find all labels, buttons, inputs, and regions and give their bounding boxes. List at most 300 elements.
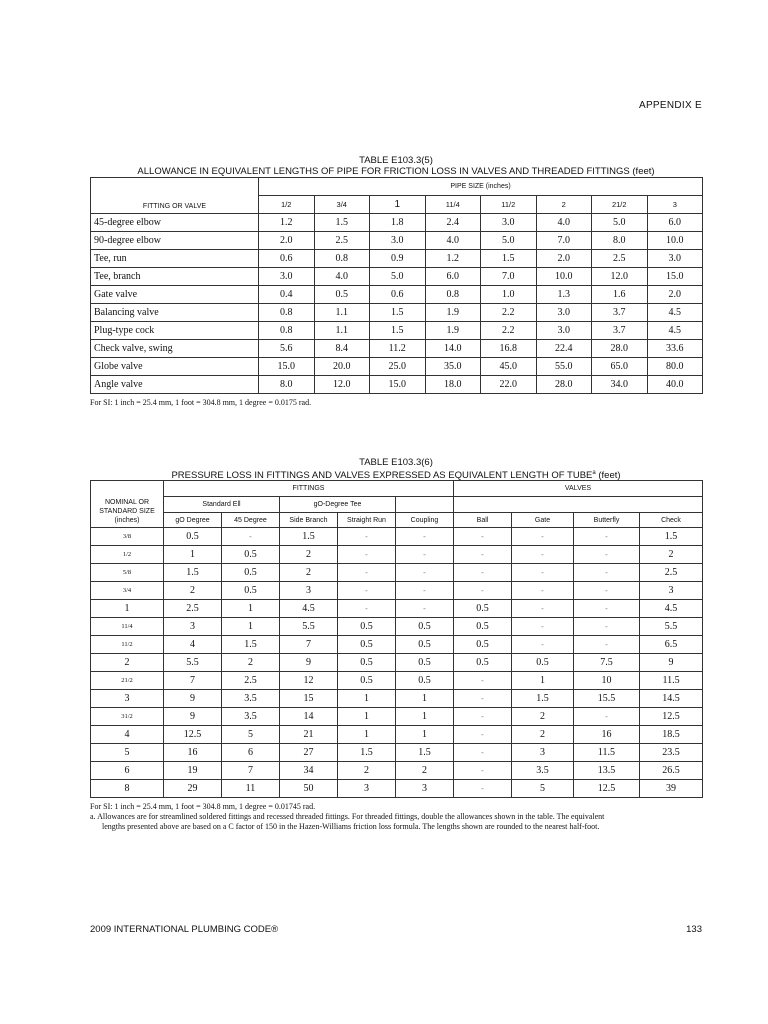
table-cell: 2.5 [222, 672, 280, 690]
table-cell: 12.0 [314, 376, 370, 394]
table-cell: 7 [164, 672, 222, 690]
table-cell: 0.5 [338, 654, 396, 672]
table-cell: 18.0 [425, 376, 481, 394]
table-cell: 7 [280, 636, 338, 654]
table-row [91, 636, 703, 654]
table-cell: 2.5 [164, 600, 222, 618]
table-cell: 5.6 [259, 340, 315, 358]
table-cell: 28.0 [536, 376, 592, 394]
table-cell: 3.5 [512, 762, 574, 780]
table-cell: 2 [338, 762, 396, 780]
table-cell: 15.0 [647, 268, 703, 286]
table-cell: 1.5 [280, 528, 338, 546]
table-cell: 6.5 [640, 636, 703, 654]
column-header-6: Gate [512, 513, 574, 528]
table-cell: - [338, 564, 396, 582]
table-cell: 0.5 [454, 654, 512, 672]
table-cell: 9 [164, 708, 222, 726]
table-cell: 3.0 [370, 232, 426, 250]
table-cell: 1.5 [314, 214, 370, 232]
table2-title: PRESSURE LOSS IN FITTINGS AND VALVES EXPRESSED AS EQUIVALENT LENGTH OF TUBE [171, 470, 593, 482]
table-cell: 12.5 [640, 708, 703, 726]
table-cell: 1 [512, 672, 574, 690]
table-cell: 5.0 [592, 214, 648, 232]
table-cell: - [454, 726, 512, 744]
table-cell: 16.8 [481, 340, 537, 358]
table-cell: 0.5 [222, 564, 280, 582]
table-cell: 34 [280, 762, 338, 780]
table-cell: 2.0 [536, 250, 592, 268]
nominal-size-cell: 11/4 [91, 618, 164, 636]
table-cell: 16 [574, 726, 640, 744]
table-cell: 3.0 [647, 250, 703, 268]
table-cell: 5.0 [370, 268, 426, 286]
table-cell: 1.0 [481, 286, 537, 304]
table-cell: 39 [640, 780, 703, 798]
table-cell: 40.0 [647, 376, 703, 394]
nominal-header-line3: (inches) [114, 517, 140, 524]
table-cell: - [454, 690, 512, 708]
table-cell: 2.2 [481, 304, 537, 322]
pipe-size-1: 3/4 [314, 196, 370, 214]
nominal-size-cell: 31/2 [91, 708, 164, 726]
table-cell: 4.0 [314, 268, 370, 286]
table-cell: 1.9 [425, 322, 481, 340]
table-cell: 12.5 [164, 726, 222, 744]
nominal-size-cell: 11/2 [91, 636, 164, 654]
table1-title-block [90, 155, 702, 177]
table-cell: 3 [164, 618, 222, 636]
table-row [91, 690, 703, 708]
nominal-header-line1: NOMINAL OR [104, 499, 150, 506]
table-cell: 3 [338, 780, 396, 798]
column-header-3: Straight Run [338, 513, 396, 528]
pipe-size-2: 1 [370, 196, 426, 214]
table-row [91, 672, 703, 690]
table-cell: 0.6 [259, 250, 315, 268]
pipe-size-5: 2 [536, 196, 592, 214]
table-cell: 8.4 [314, 340, 370, 358]
table-cell: 27 [280, 744, 338, 762]
fitting-name: Gate valve [91, 286, 259, 304]
table1-title: ALLOWANCE IN EQUIVALENT LENGTHS OF PIPE FOR FRICTION LOSS IN VALVES AND THREADED FITTINGS (feet) [137, 166, 655, 177]
table-row [91, 582, 703, 600]
table-cell: 5.5 [280, 618, 338, 636]
table-cell: 7.0 [536, 232, 592, 250]
table-cell: - [574, 636, 640, 654]
table-cell: 14.0 [425, 340, 481, 358]
table-cell: 0.8 [425, 286, 481, 304]
nominal-size-header [91, 481, 164, 528]
table-cell: - [512, 564, 574, 582]
table-cell: 0.5 [454, 618, 512, 636]
table-cell: 65.0 [592, 358, 648, 376]
table-cell: - [574, 708, 640, 726]
table-cell: 1.2 [425, 250, 481, 268]
table-cell: 3 [280, 582, 338, 600]
fitting-name: Tee, branch [91, 268, 259, 286]
table2-note-a-line2: lengths presented above are based on a C factor of 150 in the Hazen-Williams friction loss formula. The lengths shown are rounded to the nearest half-foot. [102, 822, 600, 831]
table-cell: 3 [396, 780, 454, 798]
table-cell: 4.5 [647, 322, 703, 340]
table-cell: 2.0 [647, 286, 703, 304]
table-cell: 2.5 [314, 232, 370, 250]
table2-pressure-loss [90, 480, 703, 798]
table-cell: 34.0 [592, 376, 648, 394]
table-cell: - [574, 582, 640, 600]
table-cell: 3.5 [222, 690, 280, 708]
table-cell: 1.5 [512, 690, 574, 708]
table-cell: - [512, 546, 574, 564]
page-number: 133 [686, 924, 702, 935]
table-cell: 9 [640, 654, 703, 672]
nominal-header-line2: STANDARD SIZE [99, 508, 155, 515]
table-cell: 11.2 [370, 340, 426, 358]
table-cell: 1.5 [396, 744, 454, 762]
table-cell: 0.5 [396, 672, 454, 690]
tee-90-header: gO-Degree Tee [280, 497, 396, 513]
table-cell: 4.5 [280, 600, 338, 618]
table-cell: - [454, 672, 512, 690]
coupling-spacer [396, 497, 454, 513]
table-cell: - [512, 582, 574, 600]
table-cell: 10.0 [536, 268, 592, 286]
footer-code-title: 2009 INTERNATIONAL PLUMBING CODE® [90, 924, 279, 935]
table-cell: 3.0 [481, 214, 537, 232]
table-cell: 11.5 [574, 744, 640, 762]
table-cell: 4 [164, 636, 222, 654]
table-cell: - [454, 762, 512, 780]
appendix-label: APPENDIX E [638, 100, 702, 111]
table-cell: 80.0 [647, 358, 703, 376]
table-cell: 1 [164, 546, 222, 564]
table-cell: 3.7 [592, 304, 648, 322]
table-row [91, 726, 703, 744]
table-cell: 0.5 [396, 618, 454, 636]
pipe-size-6: 21/2 [592, 196, 648, 214]
table2-title-footnote-mark: a [592, 470, 596, 476]
table-cell: 25.0 [370, 358, 426, 376]
table-cell: 2 [222, 654, 280, 672]
table-cell: 1.8 [370, 214, 426, 232]
table-cell: 1.5 [640, 528, 703, 546]
table-cell: - [222, 528, 280, 546]
table-cell: 3.0 [536, 304, 592, 322]
table-row [91, 214, 703, 232]
fitting-name: 90-degree elbow [91, 232, 259, 250]
table-row [91, 250, 703, 268]
column-header-4: Coupling [396, 513, 454, 528]
table-row [91, 654, 703, 672]
table-cell: 4.0 [425, 232, 481, 250]
table-cell: 0.5 [396, 636, 454, 654]
nominal-size-cell: 5 [91, 744, 164, 762]
table-cell: 8.0 [259, 376, 315, 394]
table-cell: 5.5 [640, 618, 703, 636]
table-cell: 1.9 [425, 304, 481, 322]
column-header-5: Ball [454, 513, 512, 528]
table-cell: 11.5 [640, 672, 703, 690]
table-cell: 7.5 [574, 654, 640, 672]
table-row [91, 564, 703, 582]
table-cell: 5.0 [481, 232, 537, 250]
table-cell: - [574, 528, 640, 546]
fitting-name: 45-degree elbow [91, 214, 259, 232]
table-cell: 12.5 [574, 780, 640, 798]
table-cell: 1 [396, 708, 454, 726]
table-cell: 19 [164, 762, 222, 780]
table-cell: 4.5 [647, 304, 703, 322]
table-cell: 9 [164, 690, 222, 708]
table-cell: 0.5 [454, 636, 512, 654]
table2-title-unit: (feet) [595, 470, 621, 482]
table-cell: 6.0 [425, 268, 481, 286]
table-cell: - [454, 582, 512, 600]
table-cell: 4.0 [536, 214, 592, 232]
table-cell: 2.5 [640, 564, 703, 582]
nominal-size-cell: 21/2 [91, 672, 164, 690]
table-cell: 21 [280, 726, 338, 744]
nominal-size-cell: 6 [91, 762, 164, 780]
table-cell: - [338, 528, 396, 546]
table-cell: 15.0 [259, 358, 315, 376]
table-cell: 1.5 [338, 744, 396, 762]
table-cell: - [512, 528, 574, 546]
table-row [91, 304, 703, 322]
table-cell: - [396, 528, 454, 546]
table-cell: 7 [222, 762, 280, 780]
table-cell: - [396, 582, 454, 600]
table-cell: 13.5 [574, 762, 640, 780]
table-cell: 1.1 [314, 322, 370, 340]
table-cell: 2 [640, 546, 703, 564]
table-cell: 0.5 [314, 286, 370, 304]
table-cell: 45.0 [481, 358, 537, 376]
column-header-8: Check [640, 513, 703, 528]
table-cell: 18.5 [640, 726, 703, 744]
table-cell: 1.5 [370, 304, 426, 322]
table-cell: 0.4 [259, 286, 315, 304]
table-cell: 1.2 [259, 214, 315, 232]
fitting-name: Check valve, swing [91, 340, 259, 358]
nominal-size-cell: 2 [91, 654, 164, 672]
nominal-size-cell: 3/4 [91, 582, 164, 600]
table-cell: 0.5 [338, 672, 396, 690]
table-cell: 26.5 [640, 762, 703, 780]
table-cell: - [396, 546, 454, 564]
table-cell: 5 [222, 726, 280, 744]
column-header-0: gO Degree [164, 513, 222, 528]
table-cell: 3 [512, 744, 574, 762]
table2-notes [90, 802, 710, 832]
pipe-size-0: 1/2 [259, 196, 315, 214]
table-row [91, 322, 703, 340]
table-cell: - [454, 744, 512, 762]
table-cell: 23.5 [640, 744, 703, 762]
table-cell: - [574, 546, 640, 564]
table2-number: TABLE E103.3(6) [359, 457, 433, 468]
valves-spacer [454, 497, 703, 513]
table-cell: 3.7 [592, 322, 648, 340]
fittings-header: FITTINGS [164, 481, 454, 497]
table-row [91, 358, 703, 376]
table-cell: 0.5 [164, 528, 222, 546]
table-cell: 0.8 [259, 304, 315, 322]
table-cell: 29 [164, 780, 222, 798]
column-header-7: Butterfly [574, 513, 640, 528]
nominal-size-cell: 3/8 [91, 528, 164, 546]
valves-header: VALVES [454, 481, 703, 497]
fitting-name: Plug-type cock [91, 322, 259, 340]
table-row [91, 600, 703, 618]
table-cell: - [512, 636, 574, 654]
table-cell: 2 [512, 726, 574, 744]
table-row [91, 780, 703, 798]
table-cell: 55.0 [536, 358, 592, 376]
fitting-name: Angle valve [91, 376, 259, 394]
table2-note-a-line1: a. Allowances are for streamlined soldered fittings and recessed threaded fittings. For threaded fittings, double the allowances shown in the table. The equivalent [90, 812, 605, 821]
table-cell: - [454, 546, 512, 564]
table-cell: 1.5 [222, 636, 280, 654]
table-cell: - [512, 600, 574, 618]
table-cell: 15.0 [370, 376, 426, 394]
table-cell: - [338, 600, 396, 618]
table-cell: 2 [280, 546, 338, 564]
table-cell: 1.6 [592, 286, 648, 304]
table-cell: 2.4 [425, 214, 481, 232]
table-cell: 6.0 [647, 214, 703, 232]
table-row [91, 376, 703, 394]
table-cell: 2 [164, 582, 222, 600]
nominal-size-cell: 8 [91, 780, 164, 798]
table-cell: 2.5 [592, 250, 648, 268]
table-cell: 7.0 [481, 268, 537, 286]
table-cell: 0.9 [370, 250, 426, 268]
pipe-size-3: 11/4 [425, 196, 481, 214]
table-cell: 0.5 [396, 654, 454, 672]
table-cell: 1.1 [314, 304, 370, 322]
table-cell: 10 [574, 672, 640, 690]
nominal-size-cell: 5/8 [91, 564, 164, 582]
table-cell: 6 [222, 744, 280, 762]
table-cell: 1 [396, 726, 454, 744]
column-header-1: 45 Degree [222, 513, 280, 528]
column-header-2: Side Branch [280, 513, 338, 528]
standard-ell-header: Standard Ell [164, 497, 280, 513]
table-cell: 3 [640, 582, 703, 600]
table2-si-note: For SI: 1 inch = 25.4 mm, 1 foot = 304.8 mm, 1 degree = 0.01745 rad. [90, 802, 316, 811]
table-cell: - [338, 582, 396, 600]
table-cell: 11 [222, 780, 280, 798]
table-row [91, 528, 703, 546]
nominal-size-cell: 4 [91, 726, 164, 744]
table1-number: TABLE E103.3(5) [359, 155, 433, 166]
fitting-name: Balancing valve [91, 304, 259, 322]
table-cell: 1 [396, 690, 454, 708]
pipe-size-header: PIPE SIZE (inches) [259, 178, 703, 196]
table-cell: 0.5 [222, 582, 280, 600]
table-cell: 10.0 [647, 232, 703, 250]
table-cell: - [454, 564, 512, 582]
table-cell: - [454, 528, 512, 546]
table-cell: - [574, 564, 640, 582]
fitting-name: Globe valve [91, 358, 259, 376]
table-cell: 2 [396, 762, 454, 780]
table-row [91, 340, 703, 358]
table-cell: 22.0 [481, 376, 537, 394]
table-cell: 1 [338, 708, 396, 726]
table-row [91, 286, 703, 304]
table-cell: 15.5 [574, 690, 640, 708]
table-cell: - [574, 618, 640, 636]
table-cell: 9 [280, 654, 338, 672]
nominal-size-cell: 1 [91, 600, 164, 618]
table-row [91, 744, 703, 762]
table-cell: 22.4 [536, 340, 592, 358]
table-cell: 0.8 [314, 250, 370, 268]
table-cell: 1 [338, 726, 396, 744]
table-cell: 1.3 [536, 286, 592, 304]
table-row [91, 546, 703, 564]
table-cell: 0.5 [454, 600, 512, 618]
table-cell: 2 [512, 708, 574, 726]
table-cell: 14.5 [640, 690, 703, 708]
table2-title-block [90, 457, 702, 481]
table-cell: - [512, 618, 574, 636]
table-cell: 15 [280, 690, 338, 708]
table-cell: - [454, 708, 512, 726]
nominal-size-cell: 3 [91, 690, 164, 708]
page-footer [90, 924, 702, 935]
table-row [91, 232, 703, 250]
pipe-size-7: 3 [647, 196, 703, 214]
table-cell: 12.0 [592, 268, 648, 286]
table-cell: - [574, 600, 640, 618]
table-row [91, 708, 703, 726]
table-cell: 1 [338, 690, 396, 708]
table-cell: 28.0 [592, 340, 648, 358]
table-row [91, 618, 703, 636]
table-cell: 0.5 [222, 546, 280, 564]
table-cell: 0.5 [512, 654, 574, 672]
table-cell: 33.6 [647, 340, 703, 358]
table-cell: 14 [280, 708, 338, 726]
table1-friction-loss [90, 177, 703, 394]
table-cell: - [338, 546, 396, 564]
table-cell: 2.0 [259, 232, 315, 250]
table1-si-note: For SI: 1 inch = 25.4 mm, 1 foot = 304.8 mm, 1 degree = 0.0175 rad. [90, 398, 312, 407]
table-cell: 1.5 [164, 564, 222, 582]
table-cell: 1.5 [481, 250, 537, 268]
table-cell: 3.0 [536, 322, 592, 340]
table-cell: - [396, 600, 454, 618]
table-cell: 3.5 [222, 708, 280, 726]
table-cell: 0.5 [338, 618, 396, 636]
table-cell: 35.0 [425, 358, 481, 376]
fitting-or-valve-header: FITTING OR VALVE [91, 178, 259, 214]
table-cell: 20.0 [314, 358, 370, 376]
table-row [91, 762, 703, 780]
table-cell: - [454, 780, 512, 798]
table-cell: 5.5 [164, 654, 222, 672]
table-cell: 0.6 [370, 286, 426, 304]
table-cell: 8.0 [592, 232, 648, 250]
table-cell: 3.0 [259, 268, 315, 286]
table-cell: 12 [280, 672, 338, 690]
table-cell: 5 [512, 780, 574, 798]
nominal-size-cell: 1/2 [91, 546, 164, 564]
table-cell: 2 [280, 564, 338, 582]
